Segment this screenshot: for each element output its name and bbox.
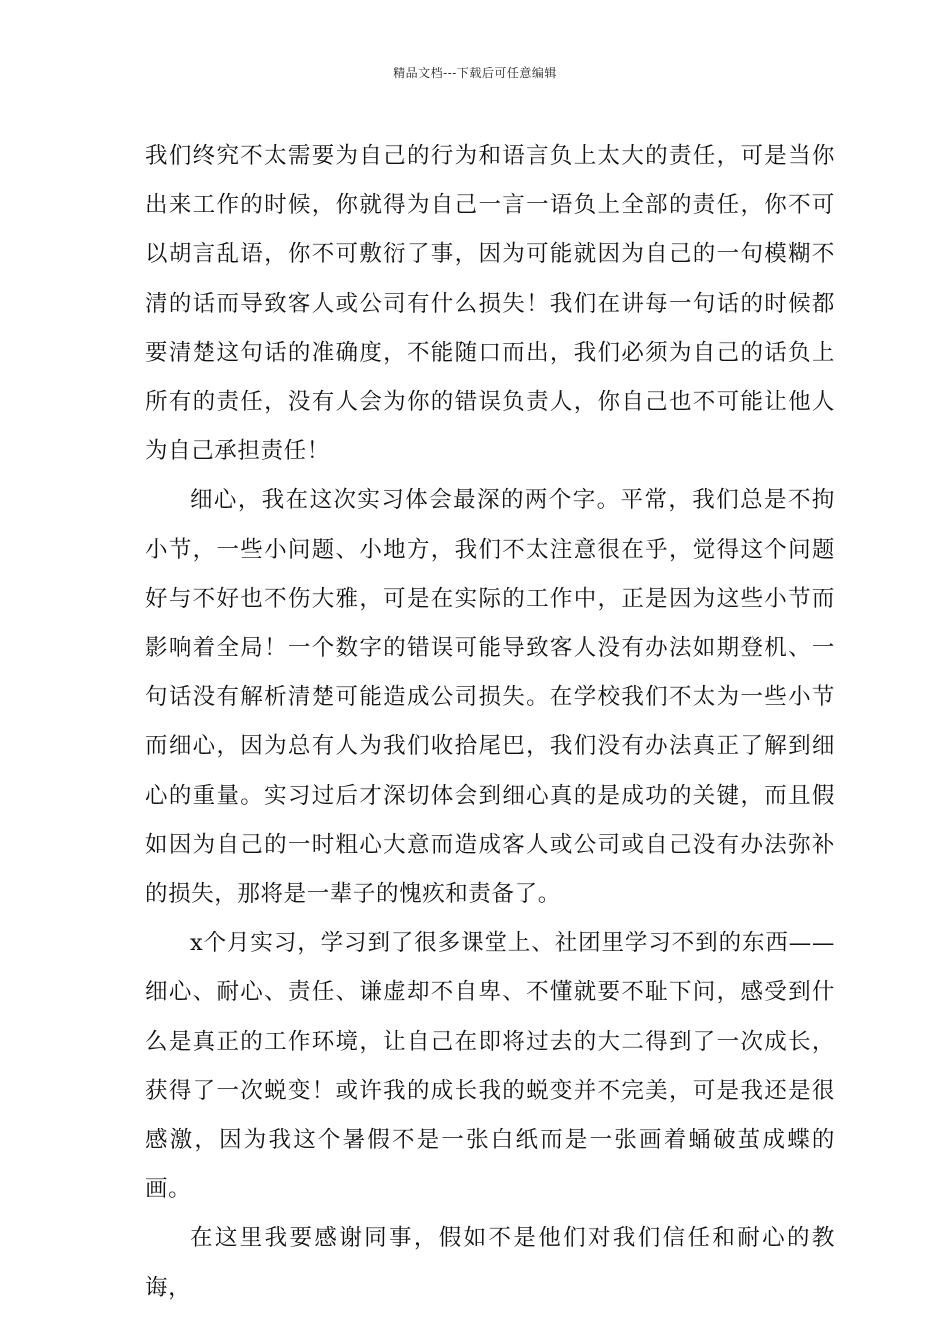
paragraph-3: x个月实习，学习到了很多课堂上、社团里学习不到的东西——细心、耐心、责任、谦虚却不自卑、不懂就要不耻下问，感受到什么是真正的工作环境，让自己在即将过去的大二得到了一次成长，获得了一次蜕变！或许我的成长我的蜕变并不完美，可是我还是很感激，因为我这个暑假不是一张白纸而是一张画着蛹破茧成蝶的画。 [145,930,835,1203]
page-header: 精品文档---下载后可任意编辑 [393,66,557,80]
paragraph-2: 细心，我在这次实习体会最深的两个字。平常，我们总是不拘小节，一些小问题、小地方，我们不太注意很在乎，觉得这个问题好与不好也不伤大雅，可是在实际的工作中，正是因为这些小节而影响着全局！一个数字的错误可能导致客人没有办法如期登机、一句话没有解析清楚可能造成公司损失。在学校我们不太为一些小节而细心，因为总有人为我们收拾尾巴，我们没有办法真正了解到细心的重量。实习过后才深切体会到细心真的是成功的关键，而且假如因为自己的一时粗心大意而造成客人或公司或自己没有办法弥补的损失，那将是一辈子的愧疚和责备了。 [145,487,835,908]
document-body [145,132,835,1313]
paragraph-1: 我们终究不太需要为自己的行为和语言负上太大的责任，可是当你出来工作的时候，你就得为自己一言一语负上全部的责任，你不可以胡言乱语，你不可敷衍了事，因为可能就因为自己的一句模糊不清的话而导致客人或公司有什么损失！我们在讲每一句话的时候都要清楚这句话的准确度，不能随口而出，我们必须为自己的话负上所有的责任，没有人会为你的错误负责人，你自己也不可能让他人为自己承担责任！ [145,143,835,465]
paragraph-4: 在这里我要感谢同事，假如不是他们对我们信任和耐心的教诲， [145,1225,835,1301]
